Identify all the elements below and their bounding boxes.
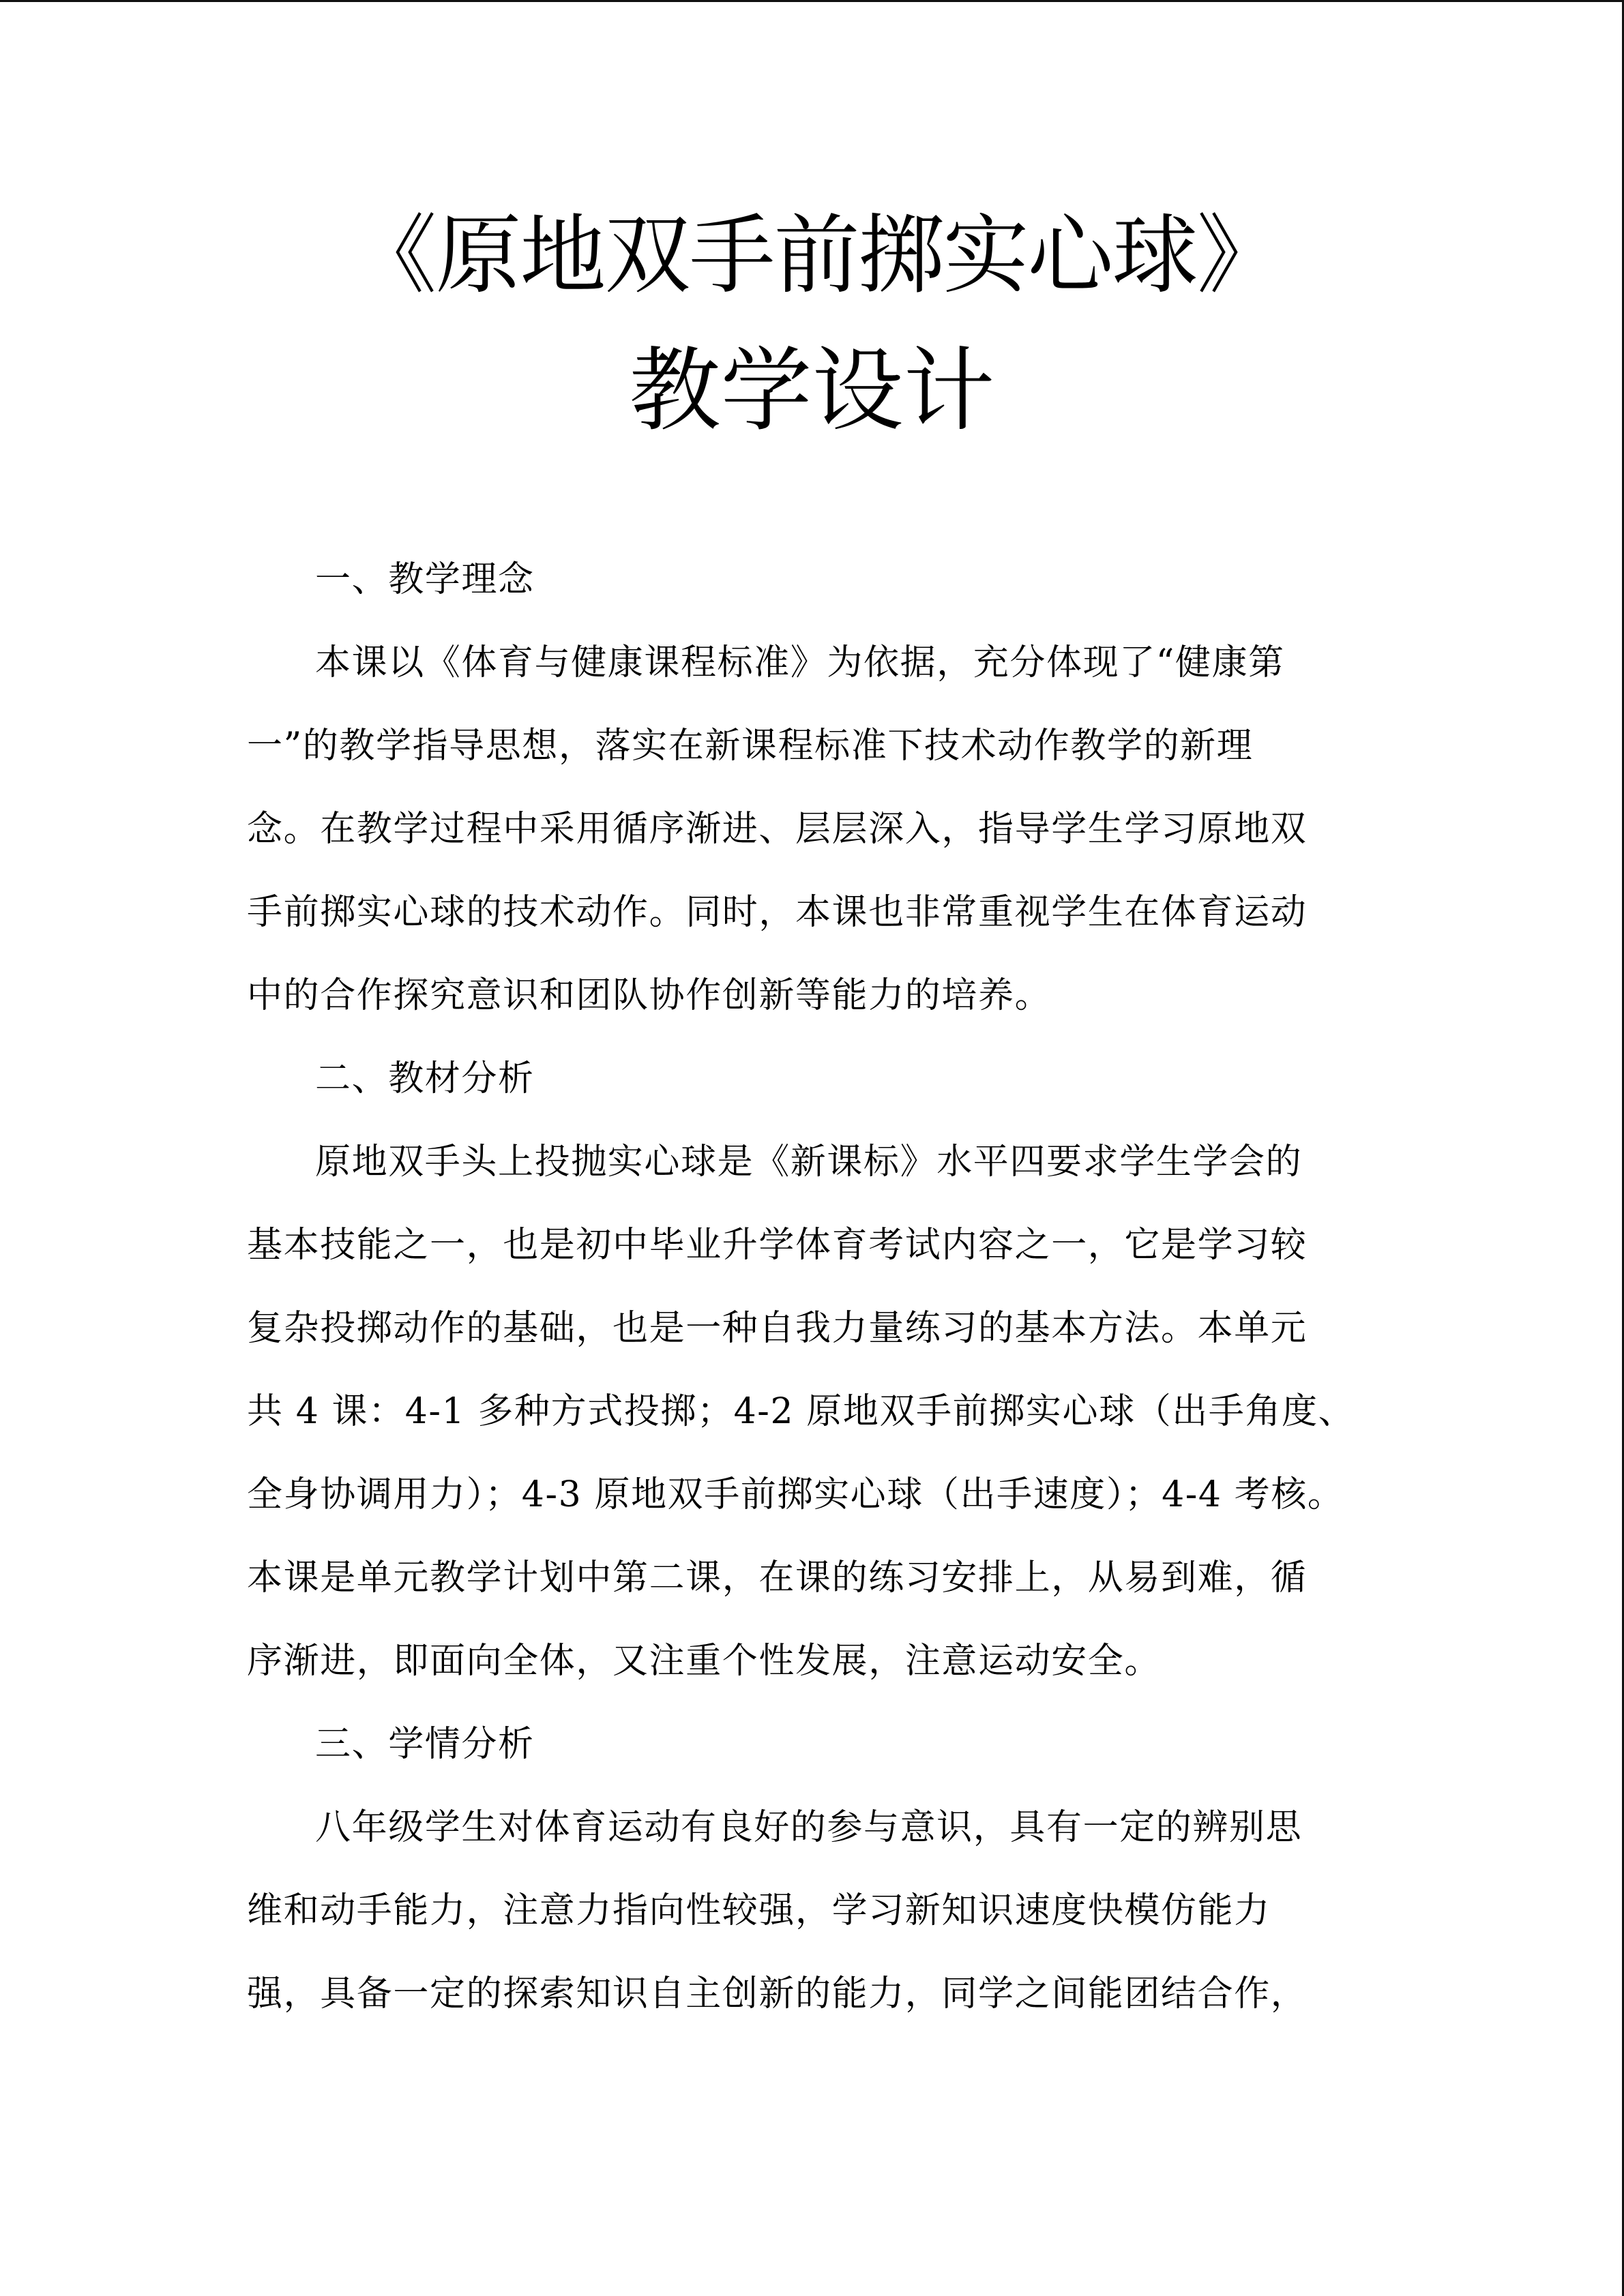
paragraph-line: 复杂投掷动作的基础，也是一种自我力量练习的基本方法。本单元 <box>247 1308 1308 1349</box>
paragraph-line: 念。在教学过程中采用循序渐进、层层深入，指导学生学习原地双 <box>247 809 1308 850</box>
document-title: 《原地双手前掷实心球》 <box>351 205 1282 305</box>
paragraph-line: 八年级学生对体育运动有良好的参与意识，具有一定的辨别思 <box>315 1807 1303 1848</box>
paragraph-line: 一”的教学指导思想，落实在新课程标准下技术动作教学的新理 <box>247 726 1254 766</box>
paragraph-line: 本课以《体育与健康课程标准》为依据，充分体现了“健康第 <box>315 642 1285 683</box>
paragraph-line: 基本技能之一，也是初中毕业升学体育考试内容之一，它是学习较 <box>247 1225 1308 1266</box>
section-heading-material-analysis: 二、教材分析 <box>315 1058 535 1099</box>
paragraph-line: 共 4 课：4-1 多种方式投掷；4-2 原地双手前掷实心球（出手角度、 <box>247 1391 1355 1432</box>
document-subtitle: 教学设计 <box>629 338 995 444</box>
paragraph-line: 原地双手头上投抛实心球是《新课标》水平四要求学生学会的 <box>315 1142 1303 1182</box>
paragraph-line: 强，具备一定的探索知识自主创新的能力，同学之间能团结合作， <box>247 1973 1308 2014</box>
paragraph-line: 本课是单元教学计划中第二课，在课的练习安排上，从易到难，循 <box>247 1557 1308 1598</box>
paragraph-line: 维和动手能力，注意力指向性较强，学习新知识速度快模仿能力 <box>247 1890 1271 1931</box>
section-heading-student-analysis: 三、学情分析 <box>315 1724 535 1765</box>
paragraph-line: 全身协调用力）；4-3 原地双手前掷实心球（出手速度）；4-4 考核。 <box>247 1474 1344 1515</box>
paragraph-line: 序渐进，即面向全体，又注重个性发展，注意运动安全。 <box>247 1641 1162 1682</box>
paragraph-line: 手前掷实心球的技术动作。同时，本课也非常重视学生在体育运动 <box>247 892 1308 933</box>
section-heading-teaching-philosophy: 一、教学理念 <box>315 559 535 600</box>
paragraph-line: 中的合作探究意识和团队协作创新等能力的培养。 <box>247 975 1052 1016</box>
